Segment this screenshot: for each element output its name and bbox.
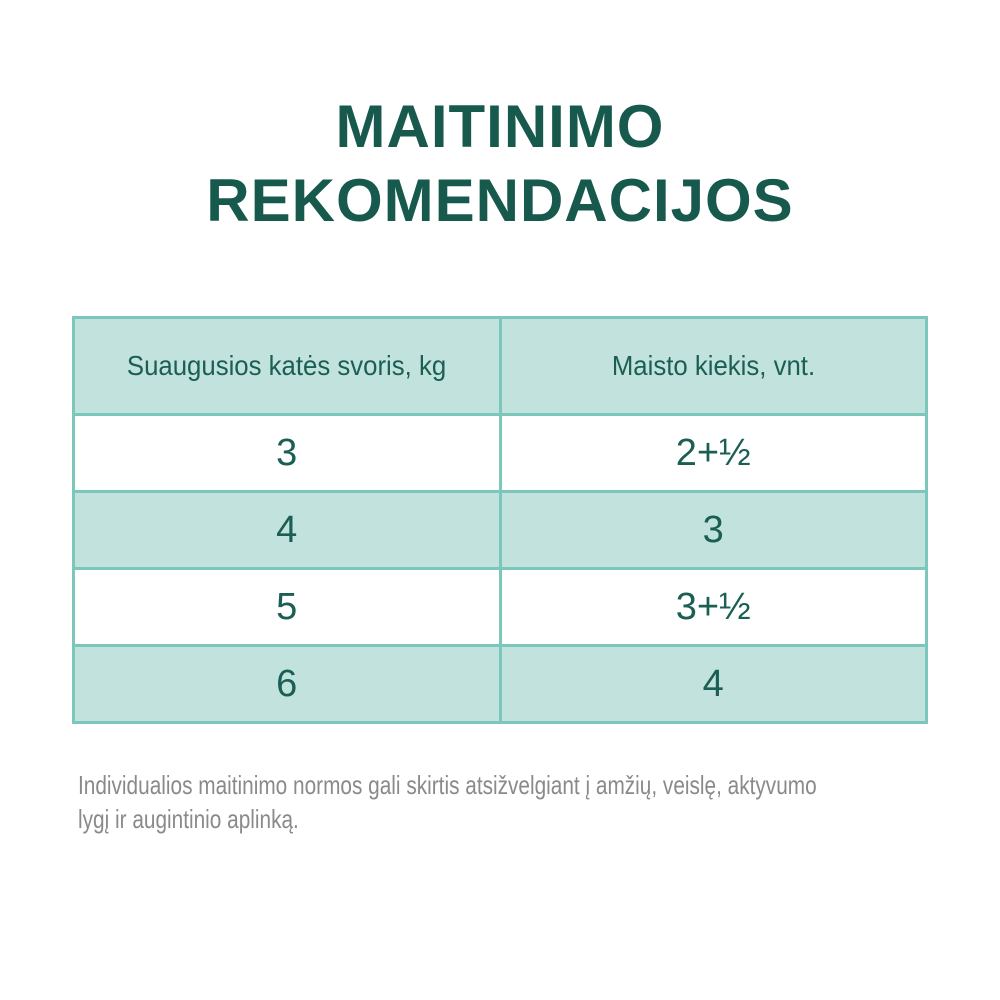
footnote-line-2: lygį ir augintinio aplinką. bbox=[78, 804, 299, 834]
table-header-weight-label: Suaugusios katės svoris, kg bbox=[127, 350, 447, 381]
weight-cell: 6 bbox=[74, 646, 501, 723]
footnote bbox=[78, 768, 817, 836]
table-row bbox=[74, 646, 927, 723]
weight-cell: 5 bbox=[74, 569, 501, 646]
amount-cell: 4 bbox=[500, 646, 927, 723]
weight-cell: 3 bbox=[74, 415, 501, 492]
table-row bbox=[74, 492, 927, 569]
feeding-table bbox=[72, 316, 928, 724]
page-title bbox=[0, 90, 1000, 238]
table-header-weight bbox=[74, 318, 501, 415]
table-header-row bbox=[74, 318, 927, 415]
page-title-line-1: MAITINIMO bbox=[335, 93, 665, 161]
amount-cell: 3 bbox=[500, 492, 927, 569]
weight-cell: 4 bbox=[74, 492, 501, 569]
footnote-line-1: Individualios maitinimo normos gali skirtis atsižvelgiant į amžių, veislę, aktyvumo bbox=[78, 770, 817, 800]
amount-cell: 2+½ bbox=[500, 415, 927, 492]
feeding-table-header bbox=[74, 318, 927, 415]
table-row bbox=[74, 569, 927, 646]
table-header-amount bbox=[500, 318, 927, 415]
feeding-table-body bbox=[74, 415, 927, 723]
amount-cell: 3+½ bbox=[500, 569, 927, 646]
page-title-line-2: REKOMENDACIJOS bbox=[206, 167, 794, 235]
table-header-amount-label: Maisto kiekis, vnt. bbox=[611, 350, 815, 381]
table-row bbox=[74, 415, 927, 492]
